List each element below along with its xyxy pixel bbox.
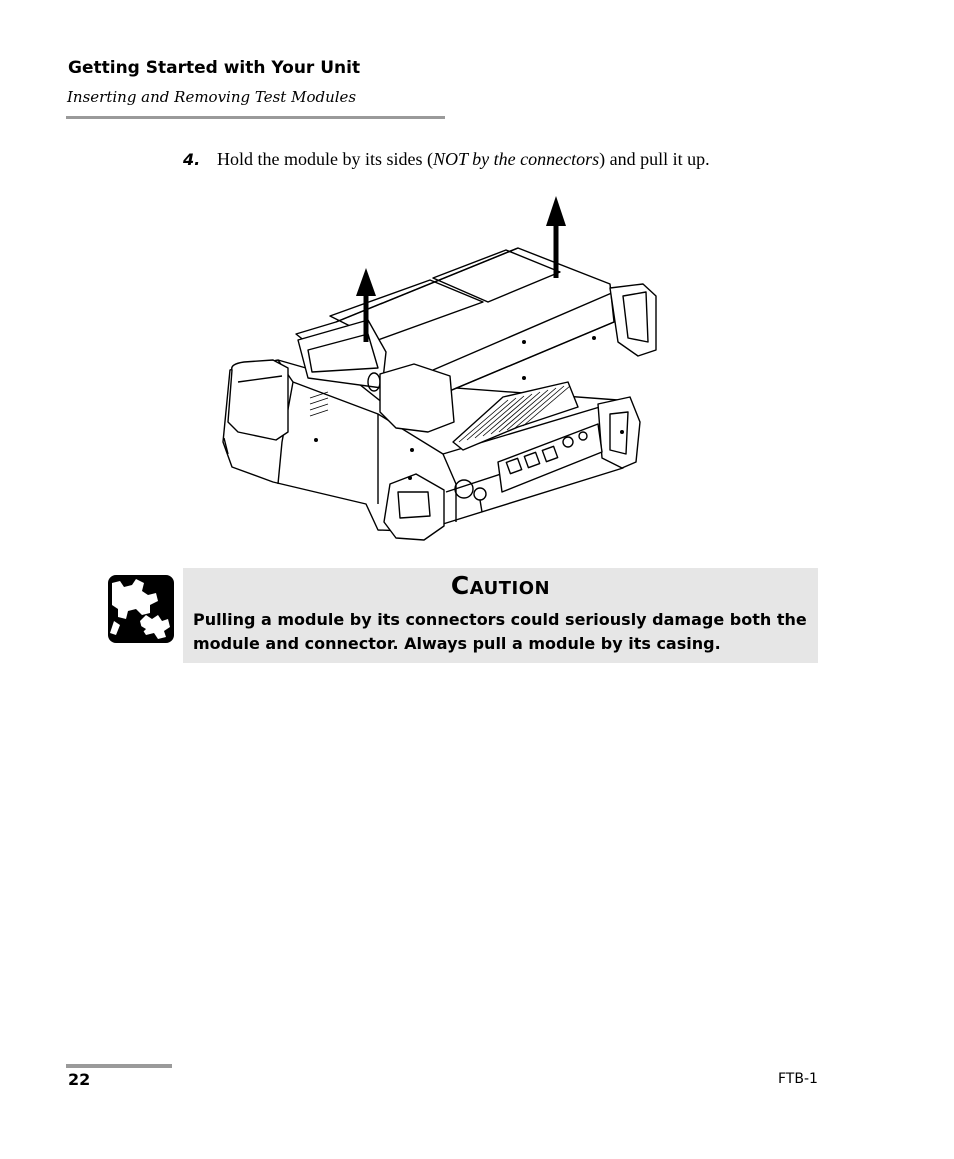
caution-text: Pulling a module by its connectors could seriously damage both the module and connector. Always pull a module by its casing. [193,610,807,653]
step-text-after: ) and pull it up. [599,149,710,169]
module-removal-illustration [218,192,664,548]
step-text-emphasis: NOT by the connectors [432,149,600,169]
step-text-before: Hold the module by its sides ( [217,149,433,169]
footer-divider [66,1064,172,1068]
section-subtitle: Inserting and Removing Test Modules [67,88,357,106]
document-code: FTB-1 [778,1071,818,1087]
caution-box [183,568,818,663]
step-number: 4. [183,150,201,169]
chapter-title: Getting Started with Your Unit [68,58,361,78]
caution-heading [183,568,818,604]
page-number: 22 [68,1070,91,1089]
header-divider [66,116,445,119]
caution-gears-icon [106,573,176,645]
caution-heading-rest: aution [469,571,551,600]
caution-heading-initial: C [450,571,470,600]
step-instruction [183,149,710,170]
